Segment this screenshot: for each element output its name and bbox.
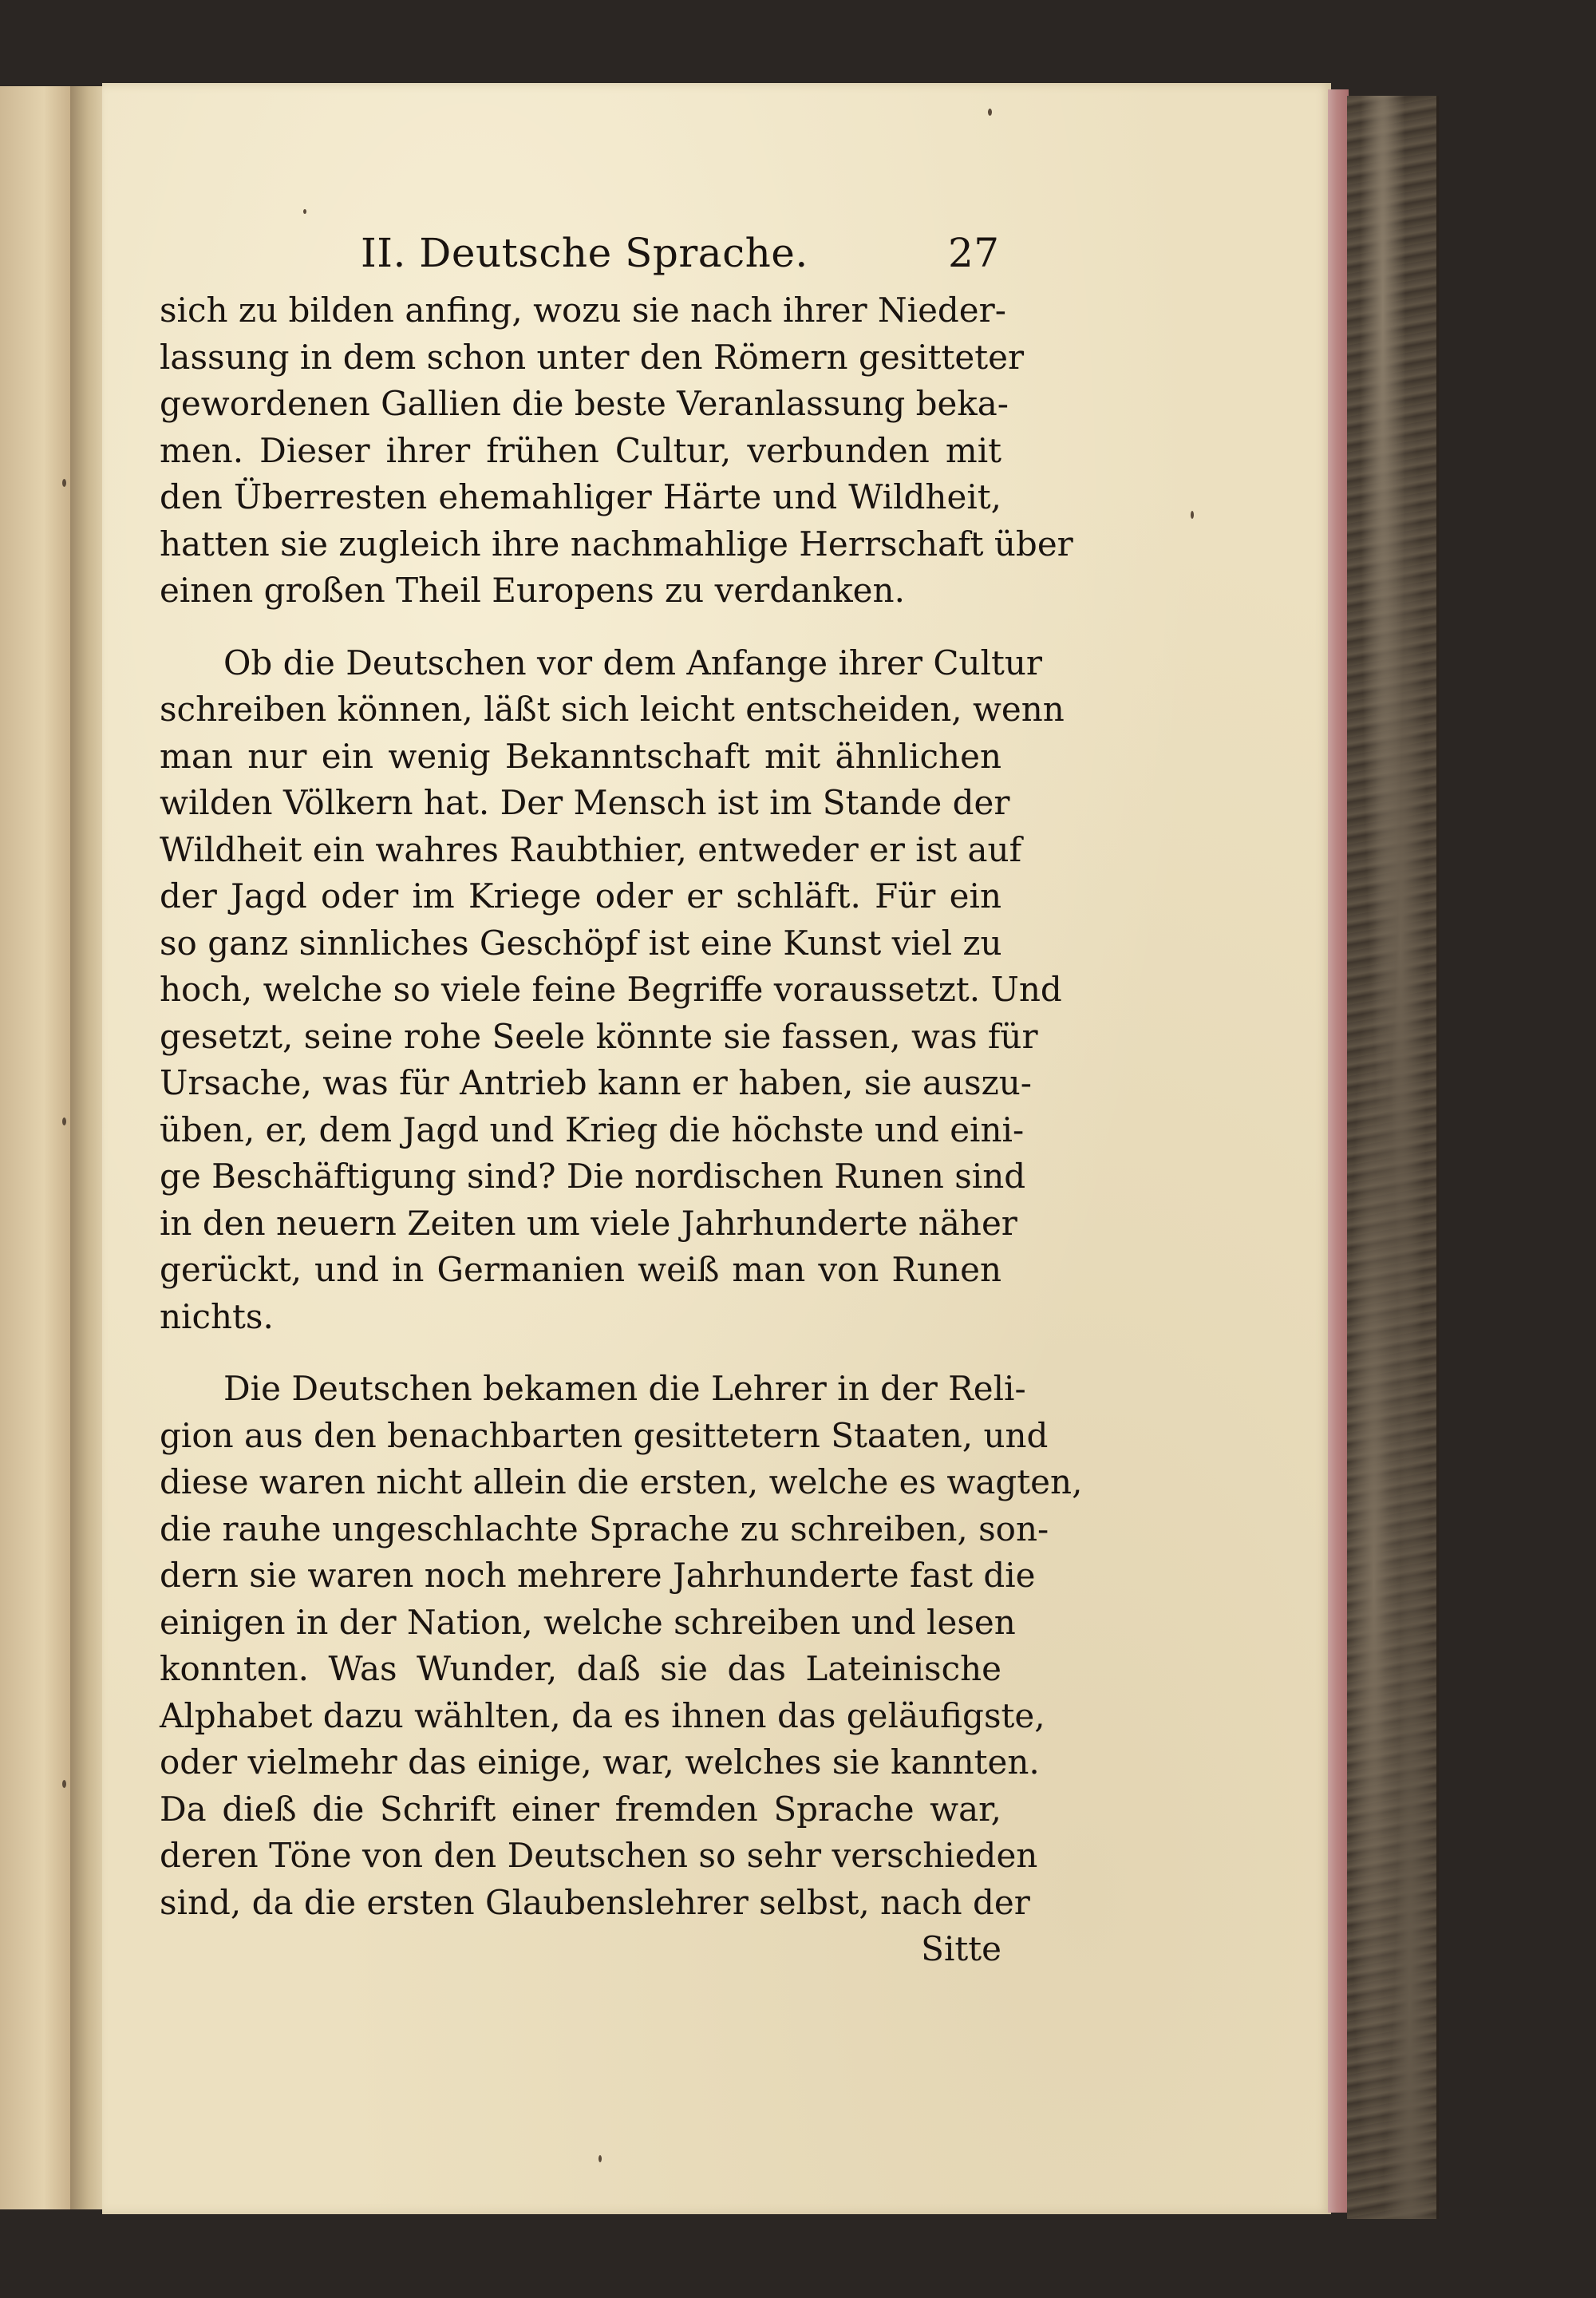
paragraph-1 xyxy=(160,287,1073,615)
text-line: Ursache, was für Antrieb kann er haben, sie auszu- xyxy=(160,1063,1032,1102)
text-line: oder vielmehr das einige, war, welches sie kannten. xyxy=(160,1742,1040,1782)
text-line: Da dieß die Schrift einer fremden Sprache war, xyxy=(160,1789,1001,1829)
text-line: Die Deutschen bekamen die Lehrer in der Reli- xyxy=(223,1369,1026,1408)
text-line: gerückt, und in Germanien weiß man von Runen xyxy=(160,1250,1001,1289)
text-line: nichts. xyxy=(160,1296,274,1336)
text-line: men. Dieser ihrer frühen Cultur, verbunden mit xyxy=(160,430,1001,470)
paper-speck xyxy=(62,1117,66,1125)
text-line: einen großen Theil Europens zu verdanken. xyxy=(160,571,905,610)
text-line: wilden Völkern hat. Der Mensch ist im Stande der xyxy=(160,783,1010,822)
page-number: 27 xyxy=(948,230,1000,276)
text-line: üben, er, dem Jagd und Krieg die höchste und eini- xyxy=(160,1109,1025,1149)
text-line: die rauhe ungeschlachte Sprache zu schreiben, son- xyxy=(160,1509,1049,1548)
text-line: gion aus den benachbarten gesittetern Staaten, und xyxy=(160,1415,1049,1455)
text-line: den Überresten ehemahliger Härte und Wildheit, xyxy=(160,477,1001,516)
text-line: gewordenen Gallien die beste Veranlassung beka- xyxy=(160,384,1009,423)
paper-speck xyxy=(303,209,306,214)
text-line: Ob die Deutschen vor dem Anfange ihrer Cultur xyxy=(223,643,1042,682)
catchword: Sitte xyxy=(921,1929,1001,1968)
chapter-title: II. Deutsche Sprache. xyxy=(361,230,808,276)
text-line: sind, da die ersten Glaubenslehrer selbst, nach der xyxy=(160,1882,1030,1922)
paper-speck xyxy=(62,1780,66,1788)
text-line: lassung in dem schon unter den Römern gesitteter xyxy=(160,337,1025,377)
text-line: der Jagd oder im Kriege oder er schläft. Für ein xyxy=(160,876,1001,916)
text-line: deren Töne von den Deutschen so sehr verschieden xyxy=(160,1836,1038,1875)
text-line: ge Beschäftigung sind? Die nordischen Runen sind xyxy=(160,1157,1026,1196)
text-line: dern sie waren noch mehrere Jahrhunderte fast die xyxy=(160,1556,1036,1595)
text-line: hatten sie zugleich ihre nachmahlige Herrschaft über xyxy=(160,524,1073,564)
page-block-edge xyxy=(1328,89,1349,2213)
text-line: diese waren nicht allein die ersten, welche es wagten, xyxy=(160,1462,1083,1501)
paper-speck xyxy=(988,109,992,116)
text-line: einigen in der Nation, welche schreiben und lesen xyxy=(160,1602,1016,1642)
text-line: Alphabet dazu wählten, da es ihnen das geläufigste, xyxy=(160,1695,1045,1735)
paper-speck xyxy=(62,479,66,487)
text-line: Wildheit ein wahres Raubthier, entweder er ist auf xyxy=(160,829,1022,869)
left-page-edge xyxy=(0,86,80,2209)
text-line: sich zu bilden anfing, wozu sie nach ihrer Nieder- xyxy=(160,291,1006,330)
page-text xyxy=(160,216,1083,1973)
text-line: in den neuern Zeiten um viele Jahrhunderte näher xyxy=(160,1203,1017,1243)
text-line: gesetzt, seine rohe Seele könnte sie fassen, was für xyxy=(160,1016,1038,1056)
text-line: schreiben können, läßt sich leicht entscheiden, wenn xyxy=(160,690,1065,729)
running-header xyxy=(160,216,1001,287)
paragraph-2 xyxy=(160,640,1065,1341)
text-line: konnten. Was Wunder, daß sie das Lateinische xyxy=(160,1649,1001,1688)
marbled-cover xyxy=(1347,96,1439,2219)
text-line: hoch, welche so viele feine Begriffe voraussetzt. Und xyxy=(160,970,1062,1009)
text-line: so ganz sinnliches Geschöpf ist eine Kunst viel zu xyxy=(160,923,1002,963)
paragraph-3 xyxy=(160,1366,1083,1926)
text-line: man nur ein wenig Bekanntschaft mit ähnlichen xyxy=(160,736,1001,776)
paper-speck xyxy=(1191,511,1194,519)
paper-speck xyxy=(598,2155,602,2162)
